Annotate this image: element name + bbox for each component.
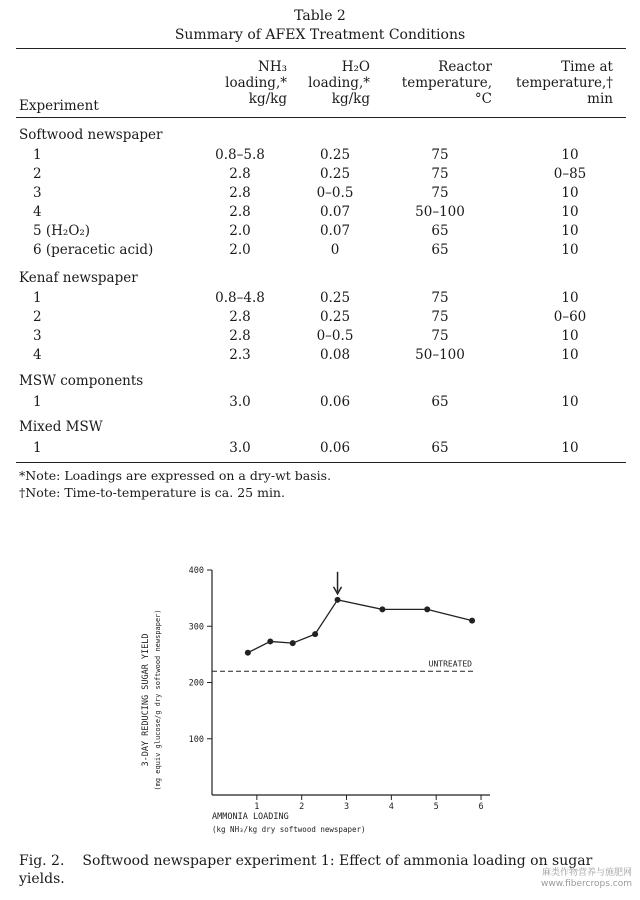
table-top-rule [16,48,626,49]
cell-nh3: 2.8 [229,166,251,182]
cell-nh3: 0.8–5.8 [215,147,265,163]
header-h2o: H₂O loading,* kg/kg [308,59,370,107]
figure-caption [19,852,629,888]
cell-reactor: 75 [431,328,449,344]
cell-nh3: 2.8 [229,185,251,201]
data-point [335,597,341,603]
y-ticks [189,566,212,745]
table-title: Summary of AFEX Treatment Conditions [174,27,466,43]
x-tick-label: 3 [343,802,350,812]
cell-h2o: 0.06 [319,394,351,410]
row-label: 3 [33,328,42,344]
cell-time: 10 [561,290,579,306]
cell-reactor: 75 [431,185,449,201]
cell-time: 10 [561,328,579,344]
cell-time: 10 [561,394,579,410]
cell-h2o: 0.08 [319,347,351,363]
cell-time: 10 [561,185,579,201]
x-tick-label: 5 [433,802,439,812]
data-point [245,650,251,656]
x-axis-subtitle: (kg NH₃/kg dry softwood newspaper) [212,825,366,834]
untreated-label: UNTREATED [428,659,472,669]
cell-reactor: 65 [431,440,449,456]
chart-axes [212,570,490,795]
row-label: 1 [33,290,42,306]
cell-time: 10 [561,347,579,363]
y-tick-label: 100 [188,734,204,745]
table-note-2: †Note: Time-to-temperature is ca. 25 min. [19,485,285,500]
cell-nh3: 3.0 [229,440,251,456]
row-label: 3 [33,185,42,201]
cell-h2o: 0 [330,242,340,258]
cell-nh3: 2.8 [229,204,251,220]
y-axis-subtitle: (mg equiv glucose/g dry softwood newspaper) [154,609,162,791]
row-label: 2 [33,309,42,325]
row-label: 6 (peracetic acid) [33,242,154,258]
y-tick-label: 400 [188,566,204,576]
group-softwood-newspaper: Softwood newspaper [19,127,163,143]
cell-time: 0–60 [553,309,587,325]
cell-h2o: 0.25 [319,309,351,325]
header-time: Time at temperature,† min [516,59,613,107]
table-bottom-rule [16,462,626,463]
cell-nh3: 2.3 [229,347,251,363]
cell-time: 10 [561,147,579,163]
cell-h2o: 0–0.5 [316,328,354,344]
row-label: 1 [33,147,42,163]
row-label: 1 [33,440,42,456]
cell-h2o: 0.07 [319,223,351,239]
table-header-rule [16,117,626,118]
cell-reactor: 75 [431,147,449,163]
cell-reactor: 75 [431,309,449,325]
data-point [469,618,475,624]
row-label: 4 [33,347,42,363]
plot-area [212,572,475,671]
cell-time: 10 [561,440,579,456]
cell-h2o: 0.25 [319,290,351,306]
row-label: 4 [33,204,42,220]
cell-nh3: 2.8 [229,328,251,344]
cell-h2o: 0.25 [319,147,351,163]
ammonia-loading-chart [0,555,640,845]
cell-reactor: 65 [431,242,449,258]
yield-series-line [248,600,472,653]
data-point [290,640,296,646]
cell-time: 10 [561,223,579,239]
group-kenaf-newspaper: Kenaf newspaper [19,270,138,286]
x-tick-label: 2 [299,802,305,812]
cell-reactor: 50–100 [415,204,465,220]
row-label: 5 (H₂O₂) [33,223,91,239]
cell-time: 10 [561,242,579,258]
data-point [379,606,385,612]
group-msw-components: MSW components [19,373,144,389]
header-reactor: Reactor temperature, °C [401,59,492,107]
x-axis-title: AMMONIA LOADING [212,812,289,822]
cell-reactor: 65 [431,394,449,410]
cell-h2o: 0.07 [319,204,351,220]
header-experiment: Experiment [19,98,99,114]
data-point [267,638,273,644]
cell-reactor: 75 [431,166,449,182]
data-point [424,606,430,612]
table-note-1: *Note: Loadings are expressed on a dry-wt basis. [19,468,332,483]
x-tick-label: 1 [254,802,260,812]
cell-h2o: 0–0.5 [316,185,354,201]
cell-reactor: 50–100 [415,347,465,363]
cell-h2o: 0.06 [319,440,351,456]
row-label: 1 [33,394,42,410]
row-label: 2 [33,166,42,182]
figure-label: Fig. 2. [19,853,65,869]
figure-caption-text: Softwood newspaper experiment 1: Effect of ammonia loading on sugar yields. [19,853,593,887]
x-ticks [254,795,483,812]
header-nh3: NH₃ loading,* kg/kg [225,59,287,107]
cell-reactor: 65 [431,223,449,239]
y-tick-label: 300 [188,622,204,633]
cell-nh3: 2.0 [229,223,251,239]
cell-nh3: 2.8 [229,309,251,325]
cell-nh3: 3.0 [229,394,251,410]
cell-time: 0–85 [553,166,587,182]
table-number: Table 2 [294,8,346,24]
group-mixed-msw: Mixed MSW [19,419,103,435]
data-point [312,631,318,637]
cell-reactor: 75 [431,290,449,306]
cell-h2o: 0.25 [319,166,351,182]
watermark: 麻类作物营养与施肥网 www.fibercrops.com [541,868,632,889]
cell-time: 10 [561,204,579,220]
x-tick-label: 4 [388,802,394,812]
x-tick-label: 6 [478,802,484,812]
y-tick-label: 200 [188,678,204,689]
cell-nh3: 2.0 [229,242,251,258]
cell-nh3: 0.8–4.8 [215,290,265,306]
y-axis-title: 3-DAY REDUCING SUGAR YIELD [141,633,151,767]
